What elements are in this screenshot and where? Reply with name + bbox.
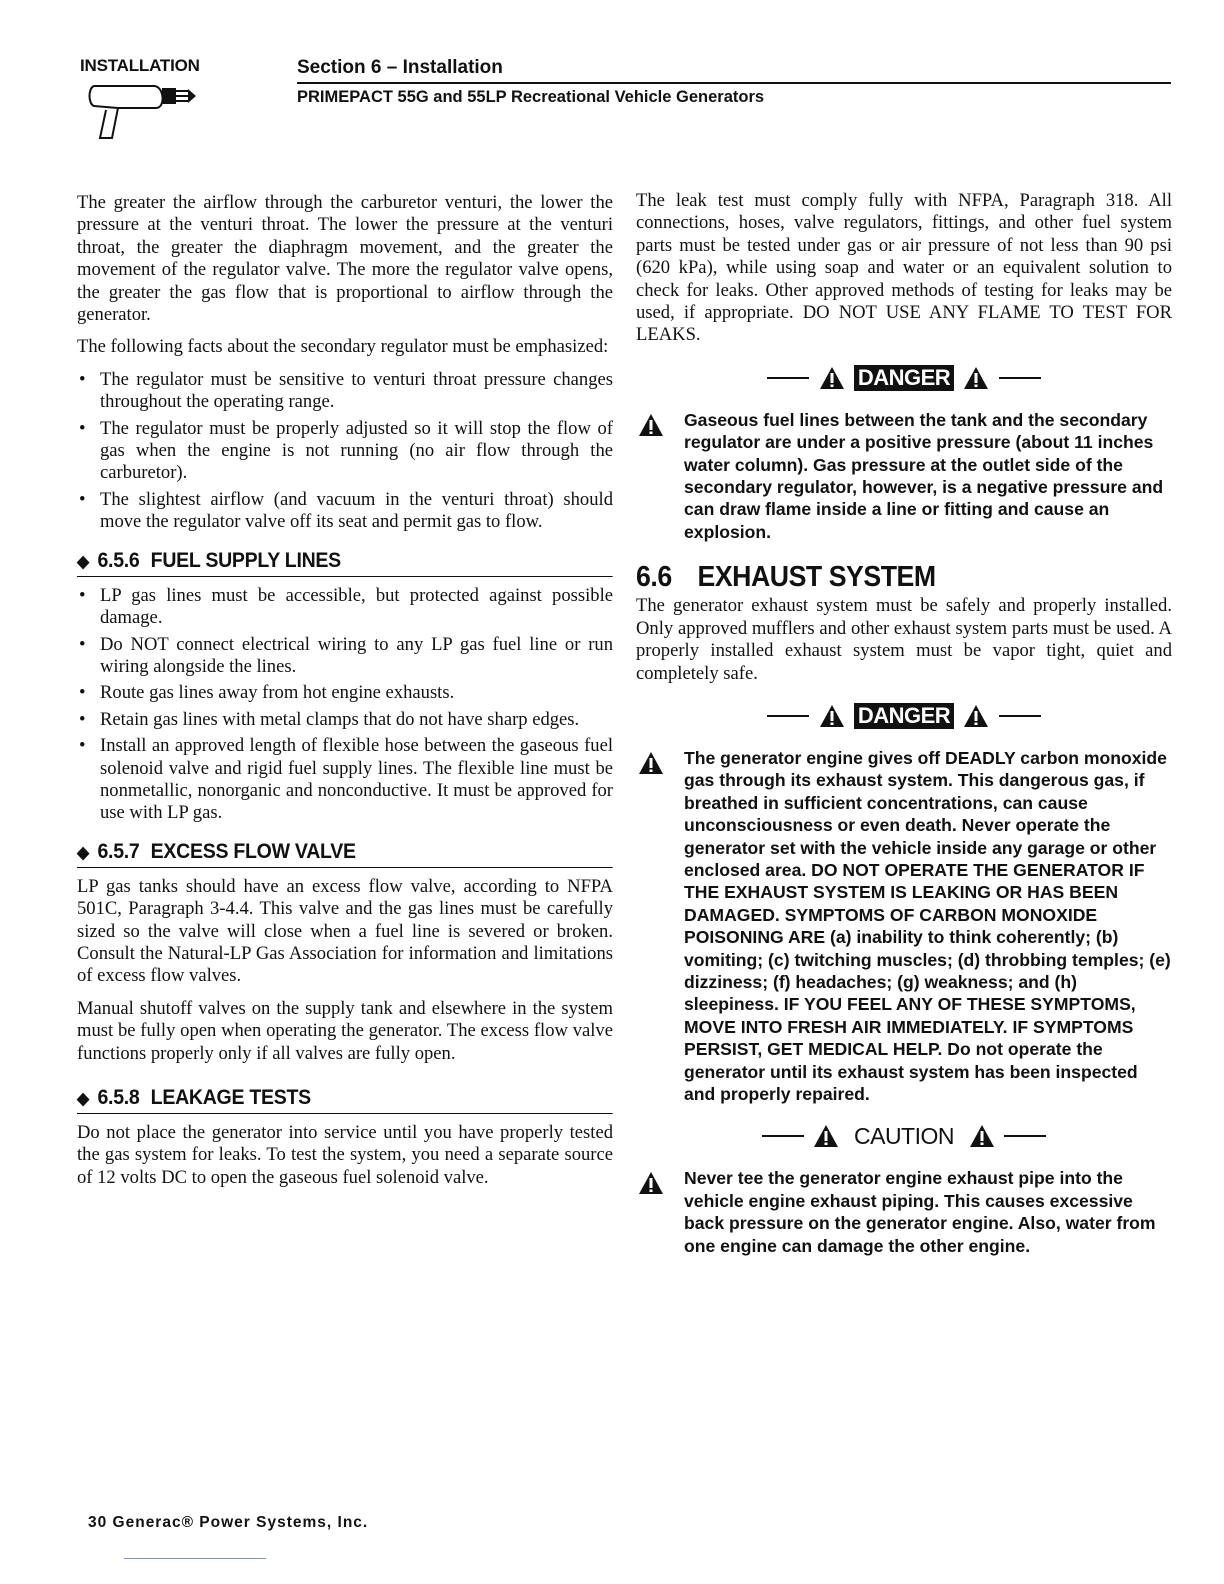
bullet-icon: • — [79, 417, 86, 439]
warning-icon — [813, 1124, 839, 1148]
bullet-icon: • — [79, 488, 86, 510]
page-footer: 30 Generac® Power Systems, Inc. — [88, 1514, 369, 1531]
danger-badge: DANGER — [854, 365, 954, 391]
list-item: • LP gas lines must be accessible, but protected against possible damage. — [79, 584, 613, 629]
heading-leakage-tests: ◆ 6.5.8 LEAKAGE TESTS — [77, 1085, 613, 1114]
diamond-icon: ◆ — [77, 1089, 89, 1108]
bullet-icon: • — [79, 368, 86, 390]
diamond-icon: ◆ — [77, 842, 89, 862]
warning-icon — [638, 413, 664, 437]
left-column — [77, 192, 613, 1199]
bullet-icon: • — [79, 633, 86, 655]
installation-tab-label: INSTALLATION — [80, 56, 200, 75]
warning-icon — [819, 366, 845, 390]
list-item: • Route gas lines away from hot engine exhausts. — [79, 682, 455, 704]
bullet-icon: • — [79, 708, 86, 730]
paragraph-facts: The following facts about the secondary regulator must be emphasized: — [77, 336, 609, 358]
list-item: • Do NOT connect electrical wiring to any LP gas fuel line or run wiring alongside the lines. — [79, 633, 613, 677]
paragraph-leakage: Do not place the generator into service until you have properly tested the gas system for leaks. To test the system, you need a separate source of 12 volts DC to open the gaseous fuel solenoid valve. — [77, 1122, 613, 1188]
danger-message-gas-lines: Gaseous fuel lines between the tank and the secondary regulator are under a positive pressure (about 11 inches water column). Gas pressure at the outlet side of the secondary regulator, however, is a negative pressure and can draw flame inside a line or fitting and cause an explosion. — [636, 409, 1172, 543]
heading-fuel-supply-lines: ◆ 6.5.6 FUEL SUPPLY LINES — [77, 548, 613, 577]
danger-badge: DANGER — [854, 703, 954, 729]
paragraph-excess-flow: LP gas tanks should have an excess flow valve, according to NFPA 501C, Paragraph 3-4.4. This valve and the gas lines must be carefully sized so the valve will close when a fuel line is severed or broken. Consult the Natural-LP Gas Association for information and limitations of excess flow valves. — [77, 875, 613, 987]
list-item: • The regulator must be sensitive to venturi throat pressure changes throughout the operating range. — [79, 368, 613, 413]
warning-icon — [963, 704, 989, 728]
paragraph-leak-test: The leak test must comply fully with NFPA, Paragraph 318. All connections, hoses, valve regulators, fittings, and other fuel system parts must be tested under gas or air pressure of not less than 90 psi (620 kPa), while using soap and water or an equivalent solution to check for leaks. Other approved methods of testing for leaks may be used, if appropriate. DO NOT USE ANY FLAME TO TEST FOR LEAKS. — [636, 190, 1172, 346]
footer-divider — [124, 1558, 266, 1559]
warning-icon — [638, 751, 664, 775]
warning-icon — [819, 704, 845, 728]
list-item: • Retain gas lines with metal clamps that do not have sharp edges. — [79, 708, 580, 730]
bullet-icon: • — [79, 735, 86, 757]
list-item: • The slightest airflow (and vacuum in the venturi throat) should move the regulator valve off its seat and permit gas to flow. — [79, 488, 613, 533]
right-column — [636, 190, 1172, 1263]
list-item: • Install an approved length of flexible hose between the gaseous fuel solenoid valve and rigid fuel supply lines. The flexible line must be nonmetallic, nonorganic and nonconductive. It must be approved for use with LP gas. — [79, 735, 613, 824]
caution-message-exhaust-tee: Never tee the generator engine exhaust pipe into the vehicle engine exhaust piping. This causes excessive back pressure on the generator engine. Also, water from one engine can damage the other engine. — [636, 1167, 1172, 1257]
diamond-icon: ◆ — [77, 551, 89, 571]
danger-message-carbon-monoxide: The generator engine gives off DEADLY carbon monoxide gas through its exhaust system. This dangerous gas, if breathed in sufficient concentrations, can cause unconsciousness or even death. Never operate the generator set with the vehicle inside any garage or other enclosed area. DO NOT OPERATE THE GENERATOR IF THE EXHAUST SYSTEM IS LEAKING OR HAS BEEN DAMAGED. SYMPTOMS OF CARBON MONOXIDE POISONING ARE (a) inability to think coherently; (b) vomiting; (c) twitching muscles; (d) throbbing temples; (e) dizziness; (f) headaches; (g) weakness; and (h) sleepiness. IF YOU FEEL ANY OF THESE SYMPTOMS, MOVE INTO FRESH AIR IMMEDIATELY. IF SYMPTOMS PERSIST, GET MEDICAL HELP. Do not operate the generator until its exhaust system has been inspected and properly repaired. — [636, 747, 1172, 1106]
caution-label: CAUTION — [854, 1123, 954, 1150]
drill-icon — [84, 78, 214, 148]
bullet-icon: • — [79, 682, 86, 704]
danger-header — [636, 365, 1172, 395]
paragraph-venturi: The greater the airflow through the carburetor venturi, the lower the pressure at the venturi throat. The lower the pressure at the venturi throat, the greater the diaphragm movement, and the greater the movement of the regulator valve. The more the regulator valve opens, the greater the gas flow that is proportional to airflow through the generator. — [77, 192, 613, 326]
warning-icon — [963, 366, 989, 390]
list-item: • The regulator must be properly adjusted so it will stop the flow of gas when the engine is not running (no air flow through the carburetor). — [79, 417, 613, 484]
caution-header — [636, 1123, 1172, 1153]
paragraph-exhaust: The generator exhaust system must be safely and properly installed. Only approved mufflers and other exhaust system parts must be used. A properly installed exhaust system must be vapor tight, quiet and completely safe. — [636, 595, 1172, 684]
heading-exhaust-system: 6.6 EXHAUST SYSTEM — [636, 561, 936, 594]
heading-excess-flow-valve: ◆ 6.5.7 EXCESS FLOW VALVE — [77, 839, 613, 868]
section-title: Section 6 – Installation — [297, 57, 503, 78]
danger-header — [636, 703, 1172, 733]
bullet-icon: • — [79, 584, 86, 606]
header-divider — [297, 82, 1171, 84]
product-title: PRIMEPACT 55G and 55LP Recreational Vehicle Generators — [297, 88, 765, 106]
warning-icon — [969, 1124, 995, 1148]
paragraph-shutoff-valves: Manual shutoff valves on the supply tank and elsewhere in the system must be fully open when operating the generator. The excess flow valve functions properly only if all valves are fully open. — [77, 997, 613, 1064]
warning-icon — [638, 1171, 664, 1195]
